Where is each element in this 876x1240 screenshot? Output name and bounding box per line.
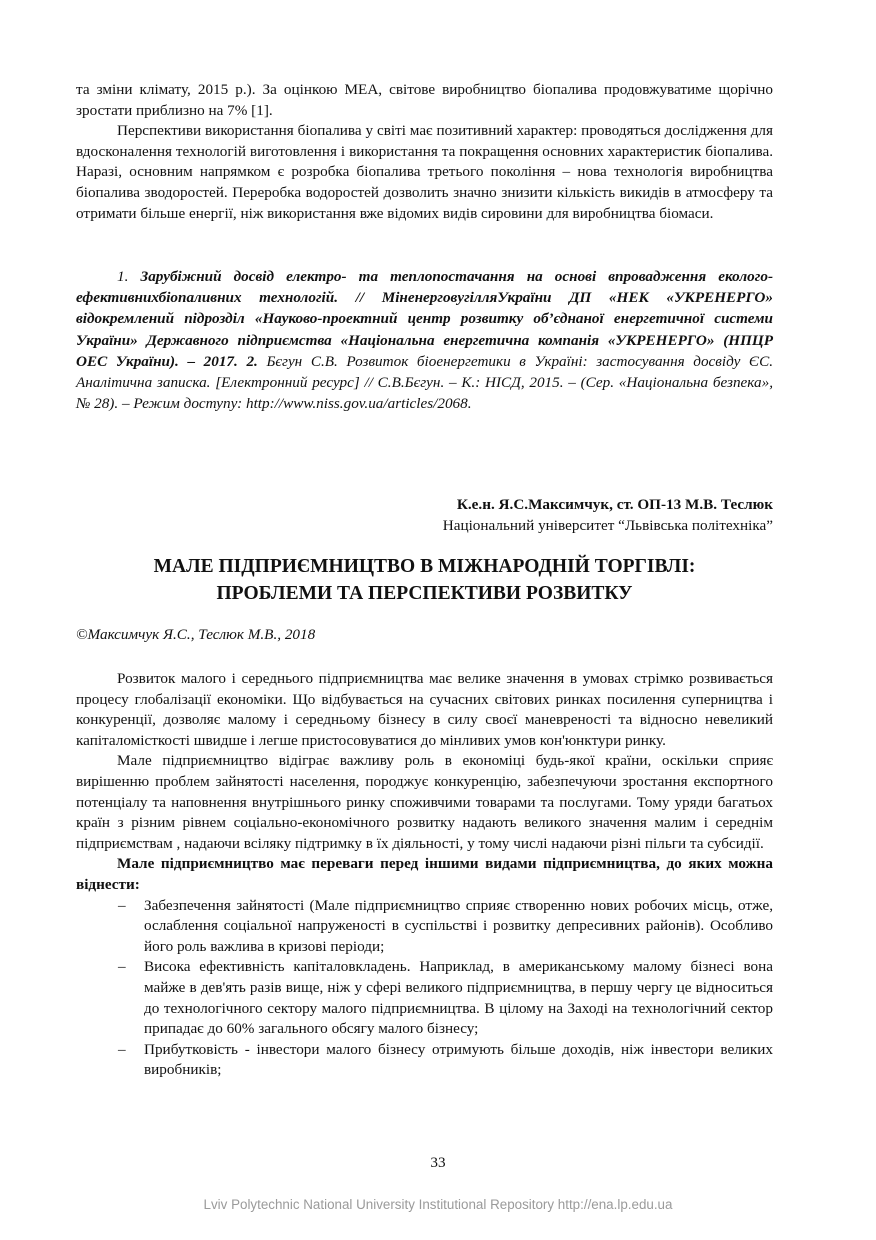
list-item bbox=[76, 1040, 773, 1081]
list-item-text: Висока ефективність капіталовкладень. Наприклад, в американському малому бізнесі вона майже в дев'ять разів вище, ніж у сфері великого підприємництва, в першу чергу це відноситься до технологічного сектору малого підприємництва. В цілому на Заході на технологічний сектор припадає до 60% загального обсягу малого бізнесу; bbox=[144, 958, 773, 1038]
article-body bbox=[76, 669, 773, 1081]
list-item bbox=[76, 957, 773, 1039]
ref-1-number: 1. bbox=[117, 268, 129, 285]
advantages-list bbox=[76, 896, 773, 1081]
paragraph: Мале підприємництво відіграє важливу роль в економіці будь-якої країни, оскільки сприяє вирішенню проблем зайнятості населення, породжує конкуренцію, забезпечуючи зростання експортного потенціалу та наповнення внутрішнього ринку споживчими товарами та послугами. Тому уряди багатьох країн з різним рівнем соціально-економічного розвитку надають великого значення малим і середнім підприємствам , надаючи всіляку підтримку в їх діяльності, у тому числі надаючи різні пільги та субсидії. bbox=[76, 752, 773, 852]
list-item bbox=[76, 896, 773, 958]
article-title bbox=[76, 553, 773, 607]
author-block bbox=[443, 494, 773, 536]
paragraph: Розвиток малого і середнього підприємництва має велике значення в умовах стрімко розвивається процесу глобалізації економіки. Що відбувається на сучасних світових ринках посилення суперництва і конкуренції, дозволяє малому і середньому бізнесу в силу своєї маневреності та відносно невеликий капіталомісткості швидше і легше пристосовуватися до мінливих умов кон'юнктури ринку. bbox=[76, 670, 773, 749]
repository-footer: Lviv Polytechnic National University Institutional Repository http://ena.lp.edu.ua bbox=[203, 1197, 673, 1212]
top-section bbox=[76, 80, 773, 224]
copyright: ©Максимчук Я.С., Теслюк М.В., 2018 bbox=[76, 626, 316, 643]
authors: К.е.н. Я.С.Максимчук, ст. ОП-13 М.В. Теслюк bbox=[456, 496, 773, 513]
title-line-1: МАЛЕ ПІДПРИЄМНИЦТВО В МІЖНАРОДНІЙ ТОРГІВЛІ: bbox=[153, 556, 696, 577]
ref-1-text: Зарубіжний досвід електро- та теплопостачання на основі впровадження еколого-ефективнихбіопаливних технологій. // МіненерговугілляУкраїни ДП «НЕК «УКРЕНЕРГО» відокремлений підрозділ «Науково-проектний центр розвитку об’єднаної енергетичної системи України» Державного підприємства «Національна енергетична компанія «УКРЕНЕРГО» (НПЦР ОЕС України). – 2017. bbox=[76, 268, 773, 370]
paragraph: Перспективи використання біопалива у світі має позитивний характер: проводяться дослідження для вдосконалення технологій виготовлення і використання та покращення основних характеристик біопалива. Наразі, основним напрямком є розробка біопалива третього покоління – нова технологія виробництва біопалива зводоростей. Переробка водоростей дозволить значно знизити кількість викидів в атмосферу та отримати більше енергії, ніж використання вже відомих видів сировини для виробництва біомаси. bbox=[76, 122, 773, 222]
affiliation: Національний університет “Львівська політехніка” bbox=[442, 517, 773, 534]
ref-2-number: 2. bbox=[246, 352, 258, 370]
list-item-text: Забезпечення зайнятості (Мале підприємництво сприяє створенню нових робочих місць, отже, ослаблення соціальної напруженості в суспільстві і розвитку депресивних районів). Особливо його роль важлива в кризові періоди; bbox=[144, 896, 773, 955]
bold-paragraph: Мале підприємництво має переваги перед іншими видами підприємництва, до яких можна віднести: bbox=[76, 855, 773, 893]
paragraph: та зміни клімату, 2015 р.). За оцінкою МЕА, світове виробництво біопалива продовжуватиме щорічно зростати приблизно на 7% [1]. bbox=[76, 81, 773, 119]
dash-bullet-icon: – bbox=[118, 896, 126, 914]
references bbox=[76, 266, 773, 414]
dash-bullet-icon: – bbox=[118, 958, 126, 976]
page-number: 33 bbox=[430, 1154, 446, 1171]
ref-2-text: Бєгун С.В. Розвиток біоенергетики в Україні: застосування досвіду ЄС. Аналітична записка. [Електронний ресурс] // С.В.Бєгун. – К.: НІСД, 2015. – (Сер. «Національна безпека», № 28). – Режим доступу: http://www.niss.gov.ua/articles/2068. bbox=[76, 352, 774, 413]
dash-bullet-icon: – bbox=[118, 1040, 126, 1058]
list-item-text: Прибутковість - інвестори малого бізнесу отримують більше доходів, ніж інвестори великих виробників; bbox=[144, 1040, 773, 1079]
title-line-2: ПРОБЛЕМИ ТА ПЕРСПЕКТИВИ РОЗВИТКУ bbox=[216, 583, 633, 604]
